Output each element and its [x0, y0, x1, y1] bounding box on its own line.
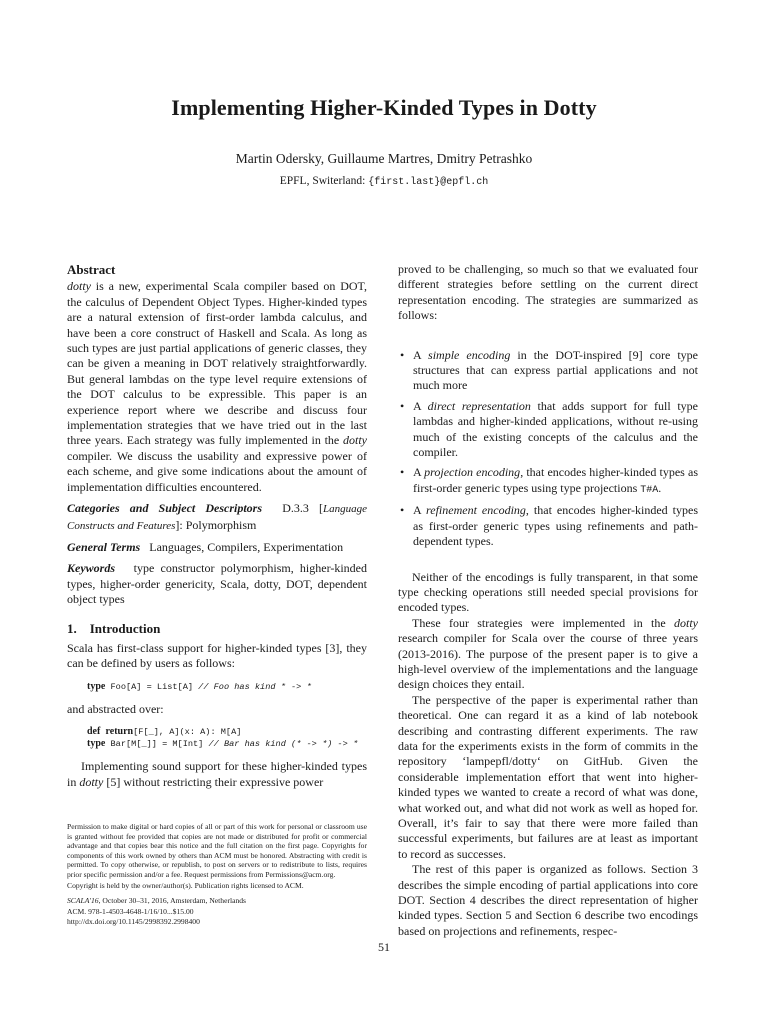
- paper-title: Implementing Higher-Kinded Types in Dotty: [171, 95, 597, 120]
- abstract-text: [67, 279, 367, 495]
- intro-paragraph-3: [67, 759, 367, 790]
- categories-heading: Categories and Subject Descriptors: [67, 501, 262, 516]
- affiliation-email: {first.last}@epfl.ch: [368, 177, 489, 188]
- categories-open: [: [319, 501, 323, 516]
- code2-line-2: Bar[M[_]] = M[Int]: [105, 739, 209, 750]
- permission-notice: Permission to make digital or hard copies of all or part of this work for personal or classroom use is granted without fee provided that copies are not made or distributed for profit or commercial advantage and that copies bear this notice and the full citation on the first page. Copyrights for components of this work owned by others than ACM must be honored. Abstracting with credit is permitted. To copy otherwise, or republish, to post on servers or to redistribute to lists, requires prior specific permission and/or a fee. Request permissions from Permissions@acm.org.: [67, 822, 367, 879]
- categories-code: D.3.3: [282, 501, 309, 516]
- affiliation-location: EPFL, Switerland:: [279, 175, 369, 187]
- copyright-footnote: [67, 822, 367, 928]
- right-paragraph-2: Neither of the encodings is fully transparent, in that some type checking operations still needed special provisions for encoded types.: [398, 569, 698, 615]
- intro-p3-dotty: dotty: [79, 774, 104, 789]
- intro-heading: 1. Introduction: [67, 620, 161, 636]
- categories: [67, 501, 367, 534]
- right-paragraph-3: [398, 616, 698, 693]
- list-item: [398, 503, 698, 549]
- abstract-dotty-1: dotty: [67, 279, 91, 294]
- intro-paragraph-1: Scala has first-class support for higher-kinded types [3], they can be defined by users as follows:: [67, 640, 367, 671]
- bullet-icon: •: [400, 503, 405, 518]
- venue-name: SCALA'16: [67, 896, 99, 906]
- right-p3-dotty: dotty: [674, 615, 698, 630]
- abstract-heading: Abstract: [67, 262, 116, 277]
- bullet-term: direct representation: [427, 398, 531, 413]
- general-terms-text: Languages, Compilers, Experimentation: [149, 539, 344, 554]
- bullet-icon: •: [400, 465, 405, 480]
- bullet-text: in the DOT-inspired [9] core type structures that can express partial applications and not much more: [413, 347, 698, 393]
- isbn-line: ACM. 978-1-4503-4648-1/16/10...$15.00: [67, 906, 194, 916]
- keywords-text: type constructor polymorphism, higher-kinded types, higher-order genericity, Scala, dotty, DOT, dependent object types: [67, 561, 367, 607]
- list-item: [398, 348, 698, 394]
- abstract-text-1: is a new, experimental Scala compiler based on DOT, the calculus of Dependent Object Types. Higher-kinded types are a natural extension of first-order lambda calculus, and have been a core construct of Haskell and Scala. As long as such types are just partial applications of generic classes, they can be given a meaning in DOT relatively straightforwardly. But general lambdas on the type level require extensions of the DOT calculus to be expressible. This paper is an experience report where we describe and discuss four implementation strategies that we have tried out in the last three years. Each strategy was fully implemented in the: [67, 279, 367, 448]
- bullet-text: , that encodes higher-kinded types as first-order generic types using refinements and path-dependent types.: [413, 503, 699, 549]
- abstract-text-2: compiler. We discuss the usability and expressive power of each scheme, and give some indications about the amount of implementation difficulties encountered.: [67, 448, 367, 494]
- right-column: [398, 262, 698, 939]
- code-block-1: [87, 681, 367, 693]
- affiliation: [0, 175, 768, 188]
- intro-p3-a: Implementing sound support for these higher-kinded types in: [67, 759, 367, 789]
- code2-line-1: [F[_], A](x: A): M[A]: [133, 727, 242, 738]
- bullet-code: T#A: [640, 484, 659, 496]
- code1-text: Foo[A] = List[A]: [105, 681, 199, 692]
- keywords-heading: Keywords: [67, 561, 115, 576]
- right-paragraph-4: The perspective of the paper is experimental rather than theoretical. One can regard it as a kind of lab notebook describing and contrasting different experiments. The raw data for the experiments exists in the form of commits in the repository ‘lampepfl/dotty‘ on GitHub. Given the considerable implementation effort that went into higher-kinded types we wanted to create a record of what was done, what worked out, and what did not work as well as hoped for. Overall, it’s fair to say that there were more failed than successful experiments, but failures are at least as important to record as successes.: [398, 692, 698, 861]
- intro-paragraph-2: and abstracted over:: [67, 701, 164, 716]
- code2-keyword-return: return: [105, 726, 134, 738]
- bullet-icon: •: [400, 398, 405, 413]
- bullet-text: , that encodes higher-kinded types as first-order generic types using type projections: [413, 465, 698, 495]
- general-terms: [67, 540, 367, 555]
- code1-keyword: type: [87, 680, 106, 692]
- author-list: Martin Odersky, Guillaume Martres, Dmitry Petrashko: [235, 151, 533, 166]
- categories-italic: Language Constructs and Features: [67, 503, 367, 532]
- abstract-dotty-2: dotty: [343, 433, 367, 448]
- bullet-icon: •: [400, 347, 405, 362]
- bullet-text: that adds support for full type lambdas and higher-kinded applications, without re-using much of the existing concepts of the calculus and the compiler.: [413, 398, 698, 460]
- code2-comment: // Bar has kind (* -> *) -> *: [208, 739, 359, 750]
- code2-keyword-def: def: [87, 726, 101, 738]
- right-paragraph-5: The rest of this paper is organized as follows. Section 3 describes the simple encoding of partial applications into core DOT. Section 4 describes the direct representation of higher kinded types. Section 5 and Section 6 describe two encodings based on projections and refinements, respec-: [398, 862, 698, 938]
- copyright-notice: Copyright is held by the owner/author(s). Publication rights licensed to ACM.: [67, 880, 304, 890]
- venue-details: , October 30–31, 2016, Amsterdam, Netherlands: [98, 896, 247, 906]
- code2-keyword-type: type: [87, 738, 106, 750]
- code1-comment: // Foo has kind * -> *: [198, 681, 312, 692]
- strategy-list: [398, 348, 698, 550]
- bullet-term: refinement encoding: [426, 503, 526, 518]
- bullet-term: simple encoding: [428, 347, 511, 362]
- intro-p3-b: [5] without restricting their expressive power: [103, 774, 324, 789]
- bullet-pre: A: [413, 465, 425, 480]
- list-item: [398, 399, 698, 461]
- right-p3-a: These four strategies were implemented in the: [412, 615, 674, 630]
- bullet-end: .: [658, 480, 662, 495]
- right-p3-b: research compiler for Scala over the course of three years (2013-2016). The purpose of the present paper is to give a high-level overview of the implementations and the language design choices they entail.: [398, 631, 698, 692]
- bullet-pre: A: [413, 347, 429, 362]
- bullet-term: projection encoding: [424, 465, 521, 480]
- categories-tail: ]: Polymorphism: [175, 517, 257, 532]
- right-paragraph-1: proved to be challenging, so much so that we evaluated four different strategies before settling on the current direct representation encoding. The strategies are summarized as follows:: [398, 262, 698, 323]
- doi-link[interactable]: http://dx.doi.org/10.1145/2998392.2998400: [67, 917, 200, 927]
- list-item: [398, 465, 698, 498]
- venue-line: [67, 896, 367, 906]
- bullet-pre: A: [413, 503, 427, 518]
- code-block-2: [87, 726, 367, 750]
- left-column: [67, 262, 367, 790]
- general-terms-heading: General Terms: [67, 539, 141, 554]
- keywords: [67, 561, 367, 607]
- bullet-pre: A: [413, 398, 428, 413]
- page-number: 51: [378, 940, 390, 954]
